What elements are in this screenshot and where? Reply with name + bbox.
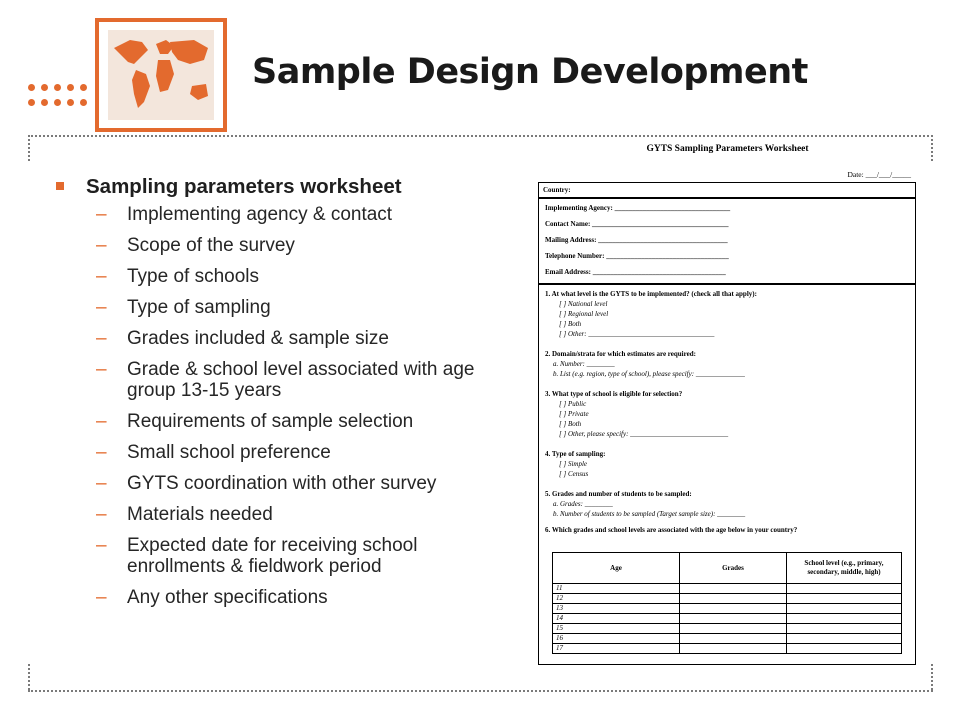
worksheet-option: [ ] Simple — [559, 460, 587, 468]
sub-bullet — [50, 411, 520, 432]
worksheet-question: 6. Which grades and school levels are associated with the age below in your country? — [545, 526, 798, 534]
table-cell-age: 14 — [553, 614, 680, 624]
main-bullet-text: Sampling parameters worksheet — [86, 175, 402, 198]
sub-bullet-text: Type of sampling — [127, 297, 271, 318]
sub-bullet — [50, 297, 520, 318]
table-cell — [680, 634, 787, 644]
worksheet-option: [ ] Private — [559, 410, 589, 418]
worksheet-option: [ ] Both — [559, 420, 582, 428]
worksheet-option: [ ] Other, please specify: ____________________________ — [559, 430, 729, 438]
worksheet-contact-field: Contact Name: _______________________________________ — [545, 220, 729, 228]
worksheet-contact-box — [538, 198, 916, 284]
sub-bullet-text: Scope of the survey — [127, 235, 295, 256]
worksheet-title: GYTS Sampling Parameters Worksheet — [646, 144, 809, 154]
worksheet-option: [ ] Census — [559, 470, 589, 478]
table-row — [553, 594, 902, 604]
table-cell — [680, 594, 787, 604]
sub-bullet — [50, 235, 520, 256]
world-map-logo — [95, 18, 227, 132]
frame-top-divider — [28, 135, 933, 137]
worksheet-option: [ ] Public — [559, 400, 587, 408]
worksheet-contact-field: Mailing Address: _____________________________________ — [545, 236, 728, 244]
worksheet-contact-field: Email Address: ______________________________________ — [545, 268, 726, 276]
worksheet-country-label: Country: — [543, 186, 571, 194]
sub-bullet — [50, 504, 520, 525]
worksheet-option: b. List (e.g. region, type of school), please specify: ______________ — [553, 370, 745, 378]
table-cell — [680, 584, 787, 594]
decorative-dots — [28, 84, 98, 108]
frame-left-top-tick — [28, 135, 30, 161]
worksheet-option: [ ] Regional level — [559, 310, 609, 318]
dash-icon: – — [96, 204, 107, 225]
sub-bullet — [50, 328, 520, 349]
table-cell-age: 12 — [553, 594, 680, 604]
dash-icon: – — [96, 266, 107, 287]
sub-bullet-text: Small school preference — [127, 442, 331, 463]
worksheet-option: a. Number: ________ — [553, 360, 615, 368]
worksheet-country-box — [538, 182, 916, 198]
sub-bullet-text: GYTS coordination with other survey — [127, 473, 437, 494]
dash-icon: – — [96, 473, 107, 494]
table-header: Age — [553, 553, 680, 584]
worksheet-option: a. Grades: ________ — [553, 500, 613, 508]
dash-icon: – — [96, 235, 107, 256]
main-bullet — [50, 172, 520, 202]
worksheet-option: [ ] National level — [559, 300, 608, 308]
table-row — [553, 584, 902, 594]
sub-bullet — [50, 266, 520, 287]
table-cell — [787, 634, 902, 644]
dash-icon: – — [96, 535, 107, 556]
sub-bullet-text: Implementing agency & contact — [127, 204, 393, 225]
sub-bullet — [50, 535, 520, 577]
table-cell — [680, 604, 787, 614]
dash-icon: – — [96, 442, 107, 463]
worksheet-date: Date: ___/___/_____ — [847, 170, 911, 179]
worksheet-option: [ ] Other: ____________________________________ — [559, 330, 715, 338]
square-bullet-icon — [56, 182, 64, 190]
table-cell — [787, 644, 902, 654]
worksheet-contact-field: Implementing Agency: _________________________________ — [545, 204, 731, 212]
sub-bullet — [50, 204, 520, 225]
dash-icon: – — [96, 587, 107, 608]
world-map-icon — [108, 30, 214, 120]
worksheet-option: b. Number of students to be sampled (Target sample size): ________ — [553, 510, 746, 518]
worksheet-contact-field: Telephone Number: ___________________________________ — [545, 252, 729, 260]
sub-bullet-text: Materials needed — [127, 504, 273, 525]
table-cell-age: 17 — [553, 644, 680, 654]
dash-icon: – — [96, 504, 107, 525]
dash-icon: – — [96, 297, 107, 318]
frame-bottom-divider — [28, 690, 933, 692]
worksheet-question: 4. Type of sampling: — [545, 450, 606, 458]
table-cell-age: 16 — [553, 634, 680, 644]
sub-bullet — [50, 442, 520, 463]
sub-bullet-text: Requirements of sample selection — [127, 411, 414, 432]
table-header: Grades — [680, 553, 787, 584]
page-title: Sample Design Development — [252, 52, 808, 92]
dash-icon: – — [96, 411, 107, 432]
worksheet-question: 5. Grades and number of students to be sampled: — [545, 490, 692, 498]
table-row — [553, 624, 902, 634]
sub-bullet — [50, 473, 520, 494]
worksheet-question: 2. Domain/strata for which estimates are required: — [545, 350, 696, 358]
worksheet-option: [ ] Both — [559, 320, 582, 328]
table-header: School level (e.g., primary, secondary, middle, high) — [787, 553, 902, 584]
sub-bullet — [50, 359, 520, 401]
frame-left-bottom-tick — [28, 664, 30, 690]
sub-bullet — [50, 587, 520, 608]
table-cell-age: 13 — [553, 604, 680, 614]
table-cell — [787, 584, 902, 594]
sub-bullet-text: Any other specifications — [127, 587, 328, 608]
table-cell-age: 11 — [553, 584, 680, 594]
sub-bullet-text: Expected date for receiving school enrollments & fieldwork period — [127, 535, 418, 577]
table-row — [553, 644, 902, 654]
worksheet-image — [530, 140, 925, 665]
table-cell — [787, 624, 902, 634]
table-row — [553, 604, 902, 614]
table-cell — [680, 644, 787, 654]
sub-bullet-text: Grade & school level associated with age group 13-15 years — [127, 359, 475, 401]
sub-bullet-text: Type of schools — [127, 266, 260, 287]
table-row — [553, 614, 902, 624]
frame-right-bottom-tick — [931, 664, 933, 690]
worksheet-age-table — [552, 552, 902, 654]
dash-icon: – — [96, 328, 107, 349]
worksheet-question: 3. What type of school is eligible for selection? — [545, 390, 683, 398]
dash-icon: – — [96, 359, 107, 380]
table-cell — [680, 614, 787, 624]
bullet-list — [50, 172, 520, 608]
table-cell — [680, 624, 787, 634]
frame-right-top-tick — [931, 135, 933, 161]
worksheet-question: 1. At what level is the GYTS to be implemented? (check all that apply): — [545, 290, 757, 298]
table-cell — [787, 604, 902, 614]
table-cell — [787, 594, 902, 604]
table-cell-age: 15 — [553, 624, 680, 634]
table-row — [553, 634, 902, 644]
table-cell — [787, 614, 902, 624]
sub-bullet-text: Grades included & sample size — [127, 328, 389, 349]
